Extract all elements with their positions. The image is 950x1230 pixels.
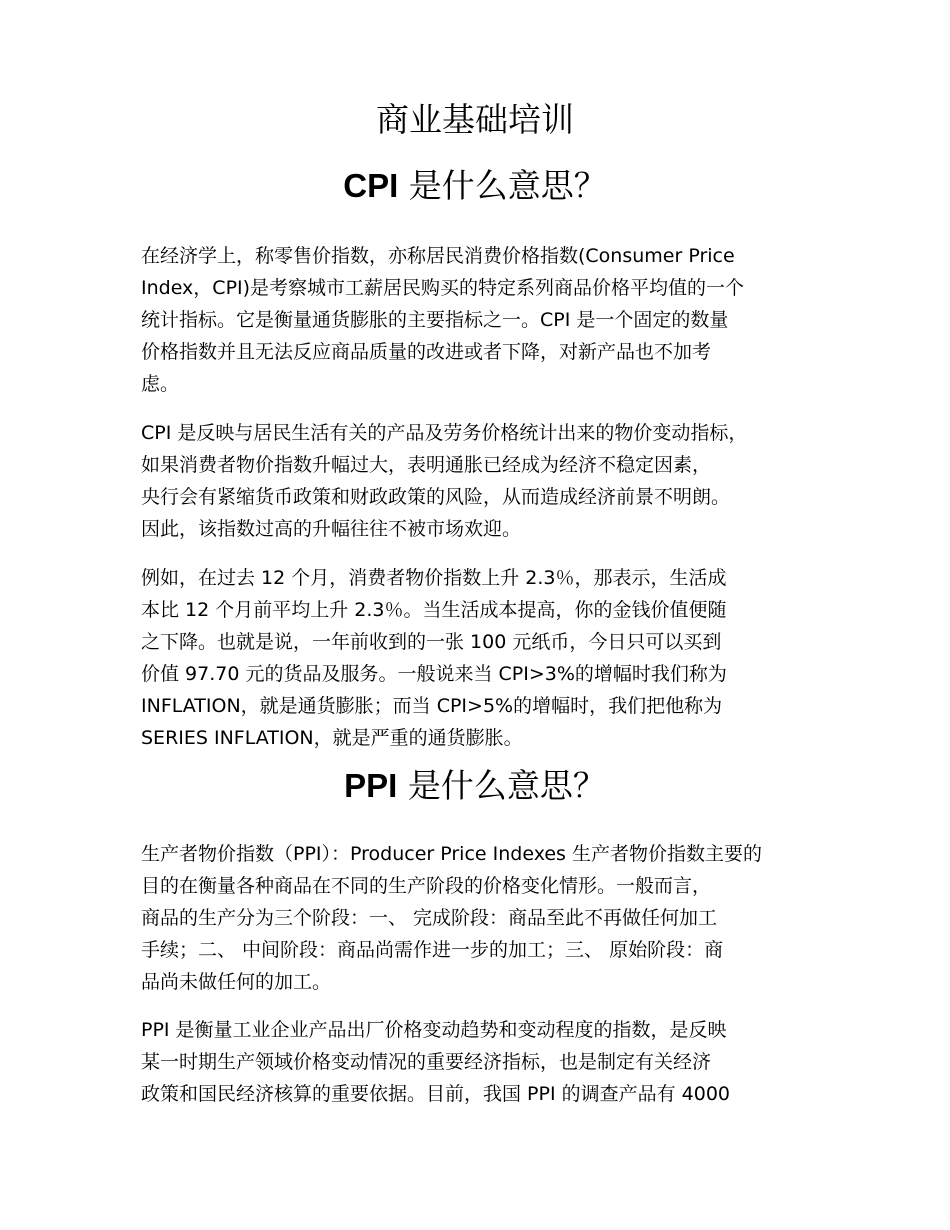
text-line: 如果消费者物价指数升幅过大，表明通胀已经成为经济不稳定因素， (141, 454, 712, 476)
paragraph-ppi-definition (141, 838, 762, 998)
text-line: 例如，在过去 12 个月，消费者物价指数上升 2.3％，那表示，生活成 (141, 567, 727, 589)
text-line: 本比 12 个月前平均上升 2.3％。当生活成本提高，你的金钱价值便随 (141, 599, 727, 621)
text-line: 虑。 (141, 373, 180, 395)
text-line: 价格指数并且无法反应商品质量的改进或者下降，对新产品也不加考 (141, 341, 712, 363)
text-line: 统计指标。它是衡量通货膨胀的主要指标之一。CPI 是一个固定的数量 (141, 309, 729, 331)
heading-text: 是什么意思？ (398, 166, 607, 205)
text-line: Index，CPI)是考察城市工薪居民购买的特定系列商品价格平均值的一个 (141, 277, 745, 299)
paragraph-cpi-indicator (141, 417, 747, 545)
text-line: 商品的生产分为三个阶段：一、 完成阶段：商品至此不再做任何加工 (141, 907, 718, 929)
paragraph-cpi-definition (141, 240, 744, 400)
text-line: CPI 是反映与居民生活有关的产品及劳务价格统计出来的物价变动指标， (141, 422, 748, 444)
paragraph-ppi-indicator (141, 1014, 730, 1110)
heading-text: 是什么意思？ (397, 766, 606, 805)
section-heading-cpi (0, 164, 950, 208)
text-line: 央行会有紧缩货币政策和财政政策的风险，从而造成经济前景不明朗。 (141, 486, 731, 508)
heading-acronym: CPI (343, 167, 399, 204)
text-line: 因此，该指数过高的升幅往往不被市场欢迎。 (141, 518, 522, 540)
text-line: 生产者物价指数（PPI）：Producer Price Indexes 生产者物价指数主要的 (141, 843, 762, 865)
text-line: SERIES INFLATION，就是严重的通货膨胀。 (141, 727, 523, 749)
text-line: 目的在衡量各种商品在不同的生产阶段的价格变化情形。一般而言， (141, 875, 712, 897)
text-line: 品尚未做任何的加工。 (141, 971, 332, 993)
text-line: INFLATION，就是通货膨胀；而当 CPI>5%的增幅时，我们把他称为 (141, 695, 723, 717)
document-title: 商业基础培训 (376, 100, 574, 139)
text-line: 手续；二、 中间阶段：商品尚需作进一步的加工；三、 原始阶段：商 (141, 939, 724, 961)
heading-acronym: PPI (344, 767, 398, 804)
section-heading-ppi (0, 764, 950, 808)
text-line: 价值 97.70 元的货品及服务。一般说来当 CPI>3%的增幅时我们称为 (141, 663, 727, 685)
text-line: PPI 是衡量工业企业产品出厂价格变动趋势和变动程度的指数，是反映 (141, 1019, 727, 1041)
text-line: 之下降。也就是说，一年前收到的一张 100 元纸币，今日只可以买到 (141, 631, 722, 653)
text-line: 在经济学上，称零售价指数，亦称居民消费价格指数(Consumer Price (141, 245, 735, 267)
text-line: 某一时期生产领域价格变动情况的重要经济指标，也是制定有关经济 (141, 1051, 712, 1073)
text-line: 政策和国民经济核算的重要依据。目前，我国 PPI 的调查产品有 4000 (141, 1083, 730, 1105)
paragraph-cpi-example (141, 562, 727, 754)
